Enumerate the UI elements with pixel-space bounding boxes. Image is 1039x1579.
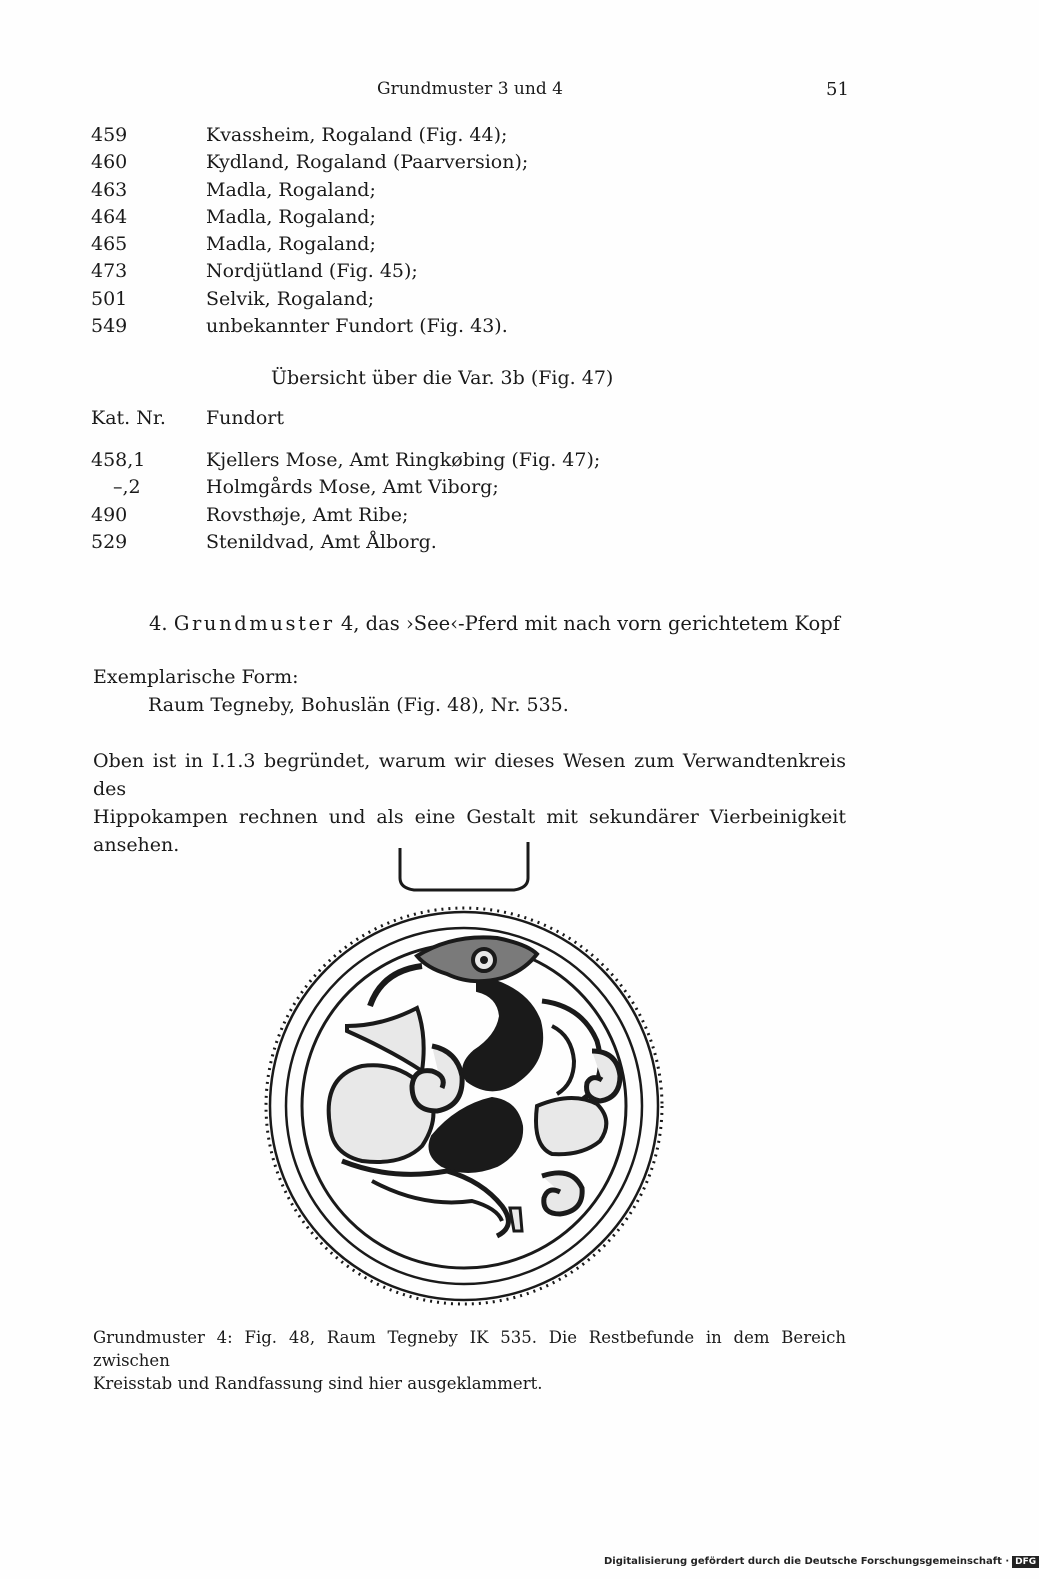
list-item	[91, 149, 851, 176]
find-location: Stenildvad, Amt Ålborg.	[206, 530, 437, 553]
section-title: 4, das ›See‹-Pferd mit nach vorn gerichtetem Kopf	[334, 612, 840, 635]
list-item	[91, 258, 851, 285]
table-header	[91, 407, 791, 435]
find-location: Madla, Rogaland;	[206, 178, 376, 201]
catalog-number: 549	[91, 315, 128, 338]
catalog-number: 459	[91, 124, 128, 146]
paragraph-line: Hippokampen rechnen und als eine Gestalt mit sekundärer Vierbeinigkeit ansehen.	[93, 806, 846, 856]
creature-foot	[510, 1208, 522, 1231]
creature-neck	[463, 976, 542, 1090]
credit-text: Digitalisierung gefördert durch die Deutsche Forschungsgemeinschaft ·	[604, 1556, 1010, 1567]
creature-mane-inner	[552, 1026, 574, 1094]
find-location: Nordjütland (Fig. 45);	[206, 260, 418, 283]
list-item	[91, 177, 851, 204]
exemplar-value: Raum Tegneby, Bohuslän (Fig. 48), Nr. 535.	[148, 694, 569, 716]
catalog-number: 465	[91, 233, 128, 256]
section-term: Grundmuster	[173, 612, 335, 635]
paragraph-line: Oben ist in I.1.3 begründet, warum wir dieses Wesen zum Verwandtenkreis des	[93, 750, 846, 800]
catalog-number: 529	[91, 530, 128, 553]
creature-fin	[347, 1008, 424, 1071]
find-location: Madla, Rogaland;	[206, 205, 376, 228]
catalog-number: 501	[91, 287, 128, 310]
creature-foreleg	[536, 1098, 606, 1154]
table-row	[91, 529, 851, 556]
find-location: Rovsthøje, Amt Ribe;	[206, 503, 409, 526]
overview-title: Übersicht über die Var. 3b (Fig. 47)	[271, 367, 614, 389]
dfg-logo: DFG	[1012, 1556, 1039, 1568]
catalog-number: 473	[91, 260, 128, 283]
creature-tongue	[370, 966, 422, 1006]
list-item	[91, 122, 851, 149]
find-location: Kjellers Mose, Amt Ringkøbing (Fig. 47);	[206, 449, 601, 471]
catalog-number: 490	[91, 503, 128, 526]
caption-line: Grundmuster 4: Fig. 48, Raum Tegneby IK 535. Die Restbefunde in dem Bereich zwischen	[93, 1328, 846, 1370]
list-item	[91, 286, 851, 313]
find-location: Kydland, Rogaland (Paarversion);	[206, 151, 529, 174]
list-item	[91, 204, 851, 231]
table-row	[91, 474, 851, 501]
catalog-number: 464	[91, 205, 128, 228]
catalog-number: 460	[91, 151, 128, 174]
find-location: Holmgårds Mose, Amt Viborg;	[206, 476, 499, 499]
table-row	[91, 447, 851, 474]
list-item	[91, 313, 851, 340]
catalog-list	[91, 122, 851, 340]
digitization-credit	[604, 1556, 1039, 1568]
list-item	[91, 231, 851, 258]
catalog-number: 463	[91, 178, 128, 201]
find-location: Madla, Rogaland;	[206, 233, 376, 256]
catalog-number: 458,1	[91, 449, 146, 471]
find-location: Selvik, Rogaland;	[206, 287, 375, 310]
exemplar-label: Exemplarische Form:	[93, 666, 299, 688]
page-number: 51	[826, 79, 849, 100]
creature-spiral-bottom	[542, 1173, 582, 1214]
find-location: Kvassheim, Rogaland (Fig. 44);	[206, 124, 508, 146]
figure-caption	[93, 1326, 846, 1395]
column-header-number: Kat. Nr.	[91, 407, 166, 429]
find-location: unbekannter Fundort (Fig. 43).	[206, 315, 508, 338]
bracteate-drawing	[252, 836, 692, 1306]
bracteate-figure	[252, 836, 692, 1306]
caption-line: Kreisstab und Randfassung sind hier ausgeklammert.	[93, 1374, 543, 1393]
variant-list	[91, 447, 851, 556]
running-title: Grundmuster 3 und 4	[377, 79, 563, 99]
creature-pupil	[480, 956, 488, 964]
section-number: 4.	[149, 612, 168, 635]
table-row	[91, 502, 851, 529]
running-head	[0, 79, 930, 103]
column-header-location: Fundort	[206, 407, 284, 429]
section-heading	[149, 612, 840, 635]
suspension-loop	[400, 842, 528, 890]
creature-spiral-right	[587, 1051, 620, 1101]
catalog-number: –,2	[113, 476, 141, 499]
